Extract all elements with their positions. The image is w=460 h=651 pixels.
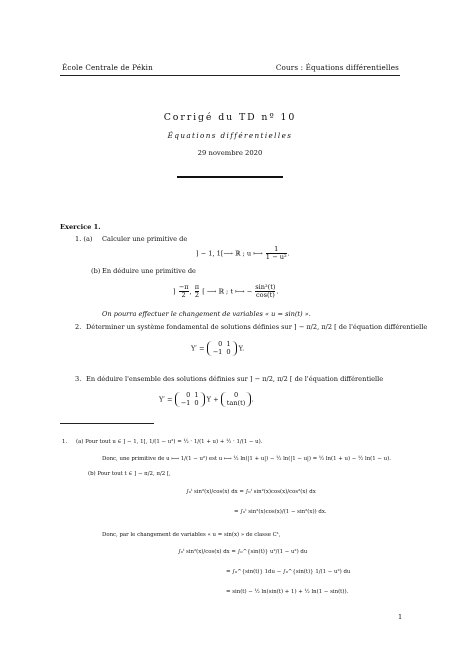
q1a-formula: ] − 1, 1[⟶ ℝ ; u ⟼ $\frac{1}{\text{1 − u²}}$ . (196, 245, 290, 262)
q1b-hint: On pourra effectuer le changement de variables « u = sin(t) ». (102, 310, 311, 318)
page-number: 1 (398, 613, 403, 621)
q2-matrix: 0 1 −1 0 (207, 341, 237, 356)
footnote-line-2: Donc, une primitive de u ⟼ 1/(1 − u²) est u ⟼ ½ ln(|1 + u|) − ½ ln(|1 − u|) = ½ ln(1 + u) − ½ ln(1 − u). (102, 456, 391, 462)
page-subtitle: Équations différentielles (167, 131, 293, 140)
q1a-fraction: $\frac{1}{\text{1 − u²}}$ (265, 245, 287, 262)
q1b-formula: ] $\frac{-\pi}{2}$ , $\frac{\pi}{2}$ [ ⟶ ℝ ; t ⟼ − $\frac{\text{sin²(t)}}{\cos(t)}$ . (173, 283, 279, 300)
page-title: Corrigé du TD nº 10 (163, 112, 297, 123)
footnote-line-3: (b) Pour tout t ∈ ] − π/2, π/2 [, (88, 471, 171, 477)
q3-matrix: 0 1 −1 0 (175, 392, 205, 407)
q3-vector: 0 tan(t) (221, 392, 252, 407)
exercise-heading: Exercice 1. (60, 223, 101, 231)
q3-label: 3. (75, 375, 82, 383)
footnote-line-1a: (a) Pour tout u ∈ ] − 1, 1[, 1/(1 − u²) = ½ · 1/(1 + u) + ½ · 1/(1 − u). (76, 439, 263, 445)
header-rule (60, 75, 400, 76)
footnote-label: 1. (62, 439, 68, 445)
q1b-text: En déduire une primitive de (102, 267, 196, 275)
footnote-line-7: ∫₀ᵗ sin²(x)/cos(x) dx = ∫₀^{sin(t)} u²/(1 − u²) du (178, 549, 308, 555)
q1b-fraction: $\frac{\text{sin²(t)}}{\cos(t)}$ (255, 283, 276, 300)
header-left: École Centrale de Pékin (62, 63, 153, 72)
q2-text: Déterminer un système fondamental de solutions définies sur ] − π/2, π/2 [ de l'équation différentielle (86, 323, 428, 331)
footnote-line-9: = sin(t) − ½ ln(sin(t) + 1) + ½ ln(1 − sin(t)). (226, 589, 349, 595)
header-right: Cours : Équations différentielles (275, 63, 399, 72)
page-date: 29 novembre 2020 (197, 149, 263, 157)
q1a-formula-left: ] − 1, 1[⟶ ℝ ; u ⟼ (196, 249, 263, 258)
q3-equation: Y′ = 0 1 −1 0 Y + 0 tan(t) . (159, 391, 254, 407)
footnote-rule (60, 423, 154, 424)
footnote-line-6: Donc, par le changement de variables « u = sin(x) » de classe C¹, (102, 532, 281, 538)
q1b-label: (b) (91, 267, 101, 275)
footnote-line-4: ∫₀ᵗ sin²(x)/cos(x) dx = ∫₀ᵗ sin²(x)cos(x)/cos²(x) dx (186, 489, 316, 495)
q3-text: En déduire l'ensemble des solutions définies sur ] − π/2, π/2 [ de l'équation différentielle (86, 375, 384, 383)
q1a-label: 1. (a) (75, 235, 93, 243)
q2-equation: Y′ = 0 1 −1 0 Y. (191, 340, 245, 356)
footnote-line-8: = ∫₀^{sin(t)} 1du − ∫₀^{sin(t)} 1/(1 − u²) du (226, 569, 351, 575)
q1a-text: Calculer une primitive de (102, 235, 188, 243)
title-rule (177, 176, 283, 178)
q2-label: 2. (75, 323, 82, 331)
footnote-line-5: = ∫₀ᵗ sin²(x)cos(x)/(1 − sin²(x)) dx. (234, 509, 327, 515)
